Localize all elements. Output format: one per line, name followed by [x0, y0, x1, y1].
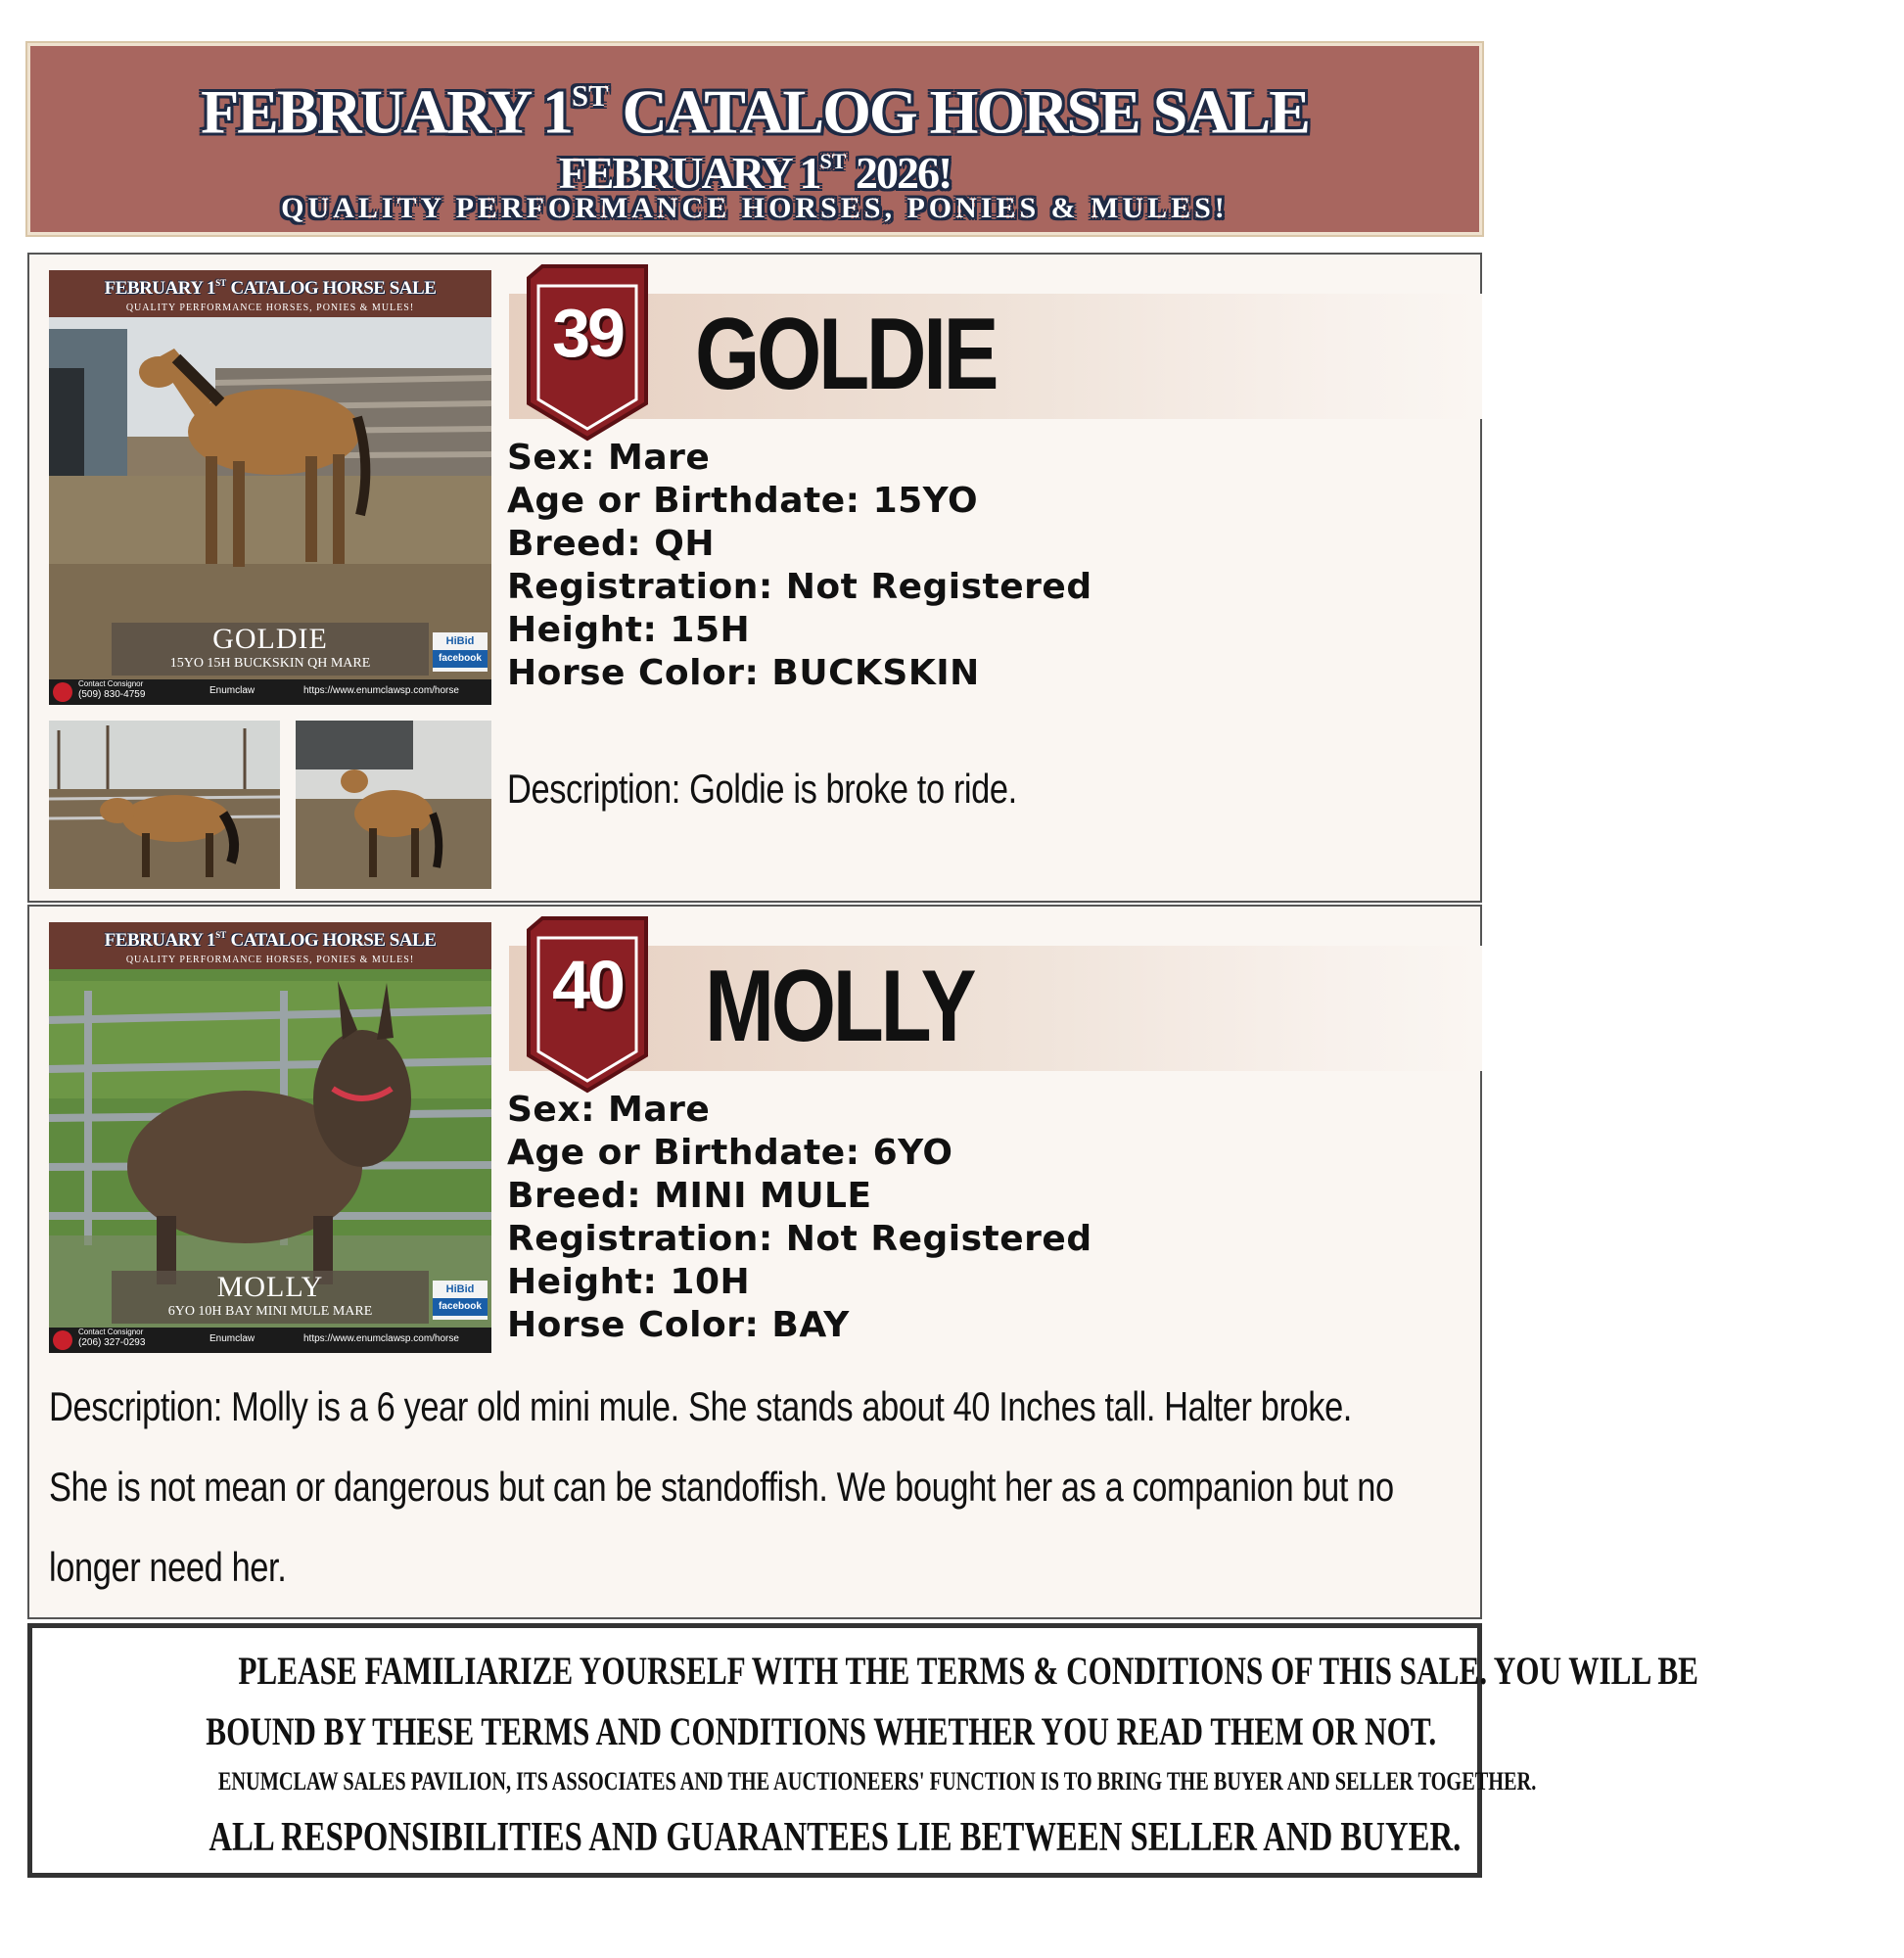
molly-photo-banner — [49, 922, 491, 969]
molly-nameplate — [112, 1271, 429, 1324]
contact-phone: (509) 830-4759 — [78, 689, 146, 700]
goldie-thumb-2-scene — [296, 721, 491, 889]
lot-39-specs — [507, 437, 1092, 695]
lot-39-number: 39 — [552, 295, 623, 371]
lot-panel-39 — [27, 253, 1482, 903]
nameplate-description: 6YO 10H BAY MINI MULE MARE — [167, 1304, 373, 1319]
photo-banner-subtitle: QUALITY PERFORMANCE HORSES, PONIES & MULES! — [125, 955, 415, 966]
lot-40-specs — [507, 1089, 1092, 1347]
photo-banner-title: FEBRUARY 1ST CATALOG HORSE SALE — [104, 930, 437, 952]
terms-line-4: ALL RESPONSIBILITIES AND GUARANTEES LIE BETWEEN SELLER AND BUYER. — [209, 1815, 1462, 1860]
contact-label: Contact Consignor — [78, 1328, 144, 1336]
lot-39-breed: Breed: QH — [507, 524, 715, 564]
hibid-badge — [433, 1281, 488, 1320]
sale-date: FEBRUARY 1ST 2026! — [558, 147, 952, 198]
sale-title: FEBRUARY 1ST CATALOG HORSE SALE — [201, 76, 1309, 147]
lot-40-description — [49, 1367, 1394, 1608]
goldie-thumbnail-1 — [49, 721, 280, 889]
hibid-logo: HiBid — [445, 635, 475, 647]
lot-40-height: Height: 10H — [507, 1262, 751, 1302]
lot-40-horse-name: MOLLY — [705, 950, 974, 1063]
terms-line-1: PLEASE FAMILIARIZE YOURSELF WITH THE TERMS & CONDITIONS OF THIS SALE. YOU WILL BE — [238, 1649, 1698, 1693]
molly-photo-footer — [49, 1328, 491, 1353]
lot-39-sex: Sex: Mare — [507, 438, 711, 478]
lot-40-age: Age or Birthdate: 6YO — [507, 1133, 953, 1173]
goldie-thumbnail-2 — [296, 721, 491, 889]
lot-39-height: Height: 15H — [507, 610, 751, 650]
goldie-photo-banner — [49, 270, 491, 317]
terms-box — [27, 1623, 1698, 1878]
hibid-badge — [433, 632, 488, 672]
lot-40-name-ribbon — [509, 946, 1482, 1071]
contact-phone: (206) 327-0293 — [78, 1337, 146, 1348]
terms-line-2: BOUND BY THESE TERMS AND CONDITIONS WHETHER YOU READ THEM OR NOT. — [206, 1709, 1437, 1753]
goldie-thumb-1-scene — [49, 721, 280, 889]
photo-banner-title: FEBRUARY 1ST CATALOG HORSE SALE — [104, 278, 437, 300]
goldie-nameplate — [112, 623, 429, 676]
lot-40-description-line: Description: Molly is a 6 year old mini mule. She stands about 40 Inches tall. Halter broke. — [49, 1383, 1352, 1429]
nameplate-name: MOLLY — [216, 1271, 324, 1303]
sale-name: Enumclaw — [209, 1333, 255, 1344]
lot-39-horse-name: GOLDIE — [695, 298, 997, 411]
phone-icon — [53, 1330, 72, 1350]
lot-40-number: 40 — [552, 947, 623, 1023]
sale-url: https://www.enumclawsp.com/horse — [303, 1333, 459, 1344]
lot-40-color: Horse Color: BAY — [507, 1305, 850, 1345]
lot-40-sex: Sex: Mare — [507, 1090, 711, 1130]
lot-40-registration: Registration: Not Registered — [507, 1219, 1092, 1259]
lot-39-registration: Registration: Not Registered — [507, 567, 1092, 607]
lot-40-description-line: longer need her. — [49, 1544, 287, 1590]
facebook-logo: facebook — [433, 1298, 488, 1316]
sale-name: Enumclaw — [209, 685, 255, 696]
lot-39-age: Age or Birthdate: 15YO — [507, 481, 979, 521]
goldie-main-photo — [49, 270, 491, 705]
hibid-logo: HiBid — [445, 1283, 475, 1295]
molly-main-photo — [49, 922, 491, 1353]
nameplate-name: GOLDIE — [212, 623, 328, 655]
sale-subtitle: QUALITY PERFORMANCE HORSES, PONIES & MULES! — [281, 192, 1229, 224]
lot-40-description-line: She is not mean or dangerous but can be standoffish. We bought her as a companion but no — [49, 1464, 1394, 1510]
facebook-logo: facebook — [433, 650, 488, 668]
terms-line-3: ENUMCLAW SALES PAVILION, ITS ASSOCIATES AND THE AUCTIONEERS' FUNCTION IS TO BRING THE BUYER AND SELLER TOGETHER. — [217, 1767, 1537, 1795]
phone-icon — [53, 682, 72, 702]
sale-header-banner — [27, 43, 1482, 235]
contact-label: Contact Consignor — [78, 679, 144, 688]
sale-url: https://www.enumclawsp.com/horse — [303, 685, 459, 696]
lot-panel-40 — [27, 905, 1482, 1619]
nameplate-description: 15YO 15H BUCKSKIN QH MARE — [169, 656, 371, 671]
lot-39-description: Description: Goldie is broke to ride. — [507, 766, 1017, 812]
lot-39-color: Horse Color: BUCKSKIN — [507, 653, 980, 693]
lot-40-breed: Breed: MINI MULE — [507, 1176, 872, 1216]
photo-banner-subtitle: QUALITY PERFORMANCE HORSES, PONIES & MULES! — [125, 303, 415, 314]
goldie-photo-footer — [49, 679, 491, 705]
